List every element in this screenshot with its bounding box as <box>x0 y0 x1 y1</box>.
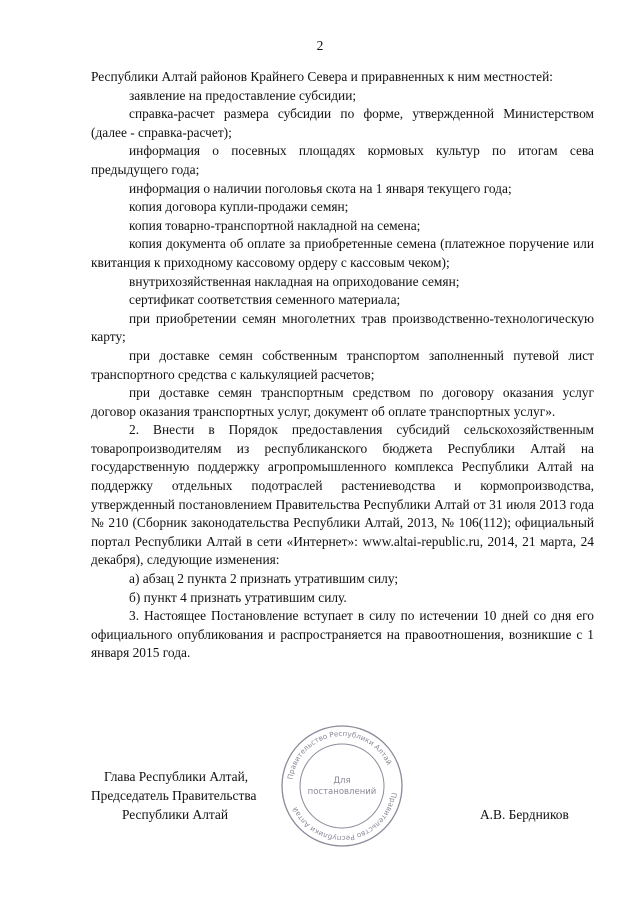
paragraph: а) абзац 2 пункта 2 признать утратившим силу; <box>129 571 399 587</box>
page-number: 2 <box>316 38 324 53</box>
paragraph: копия договора купли-продажи семян; <box>129 199 349 215</box>
seal-ring-text: Правительство Республики Алтай <box>285 728 394 781</box>
paragraph: внутрихозяйственная накладная на оприходование семян; <box>129 273 460 289</box>
paragraph: копия документа об оплате за приобретенные семена (платежное поручение или квитанция к приходному кассовому ордеру с кассовым чеком); <box>91 236 594 270</box>
official-seal <box>278 722 406 850</box>
paragraph: заявление на предоставление субсидии; <box>129 87 357 103</box>
paragraph: Республики Алтай районов Крайнего Севера и приравненных к ним местностей: <box>91 69 553 84</box>
paragraph: при доставке семян собственным транспортом заполненный путевой лист транспортного средства с калькуляцией расчетов; <box>91 347 594 382</box>
paragraph: 2. Внести в Порядок предоставления субсидий сельскохозяйственным товаропроизводителям из республиканского бюджета Республики Алтай на государственную поддержку агропромышленного комплекса Республики Алтай на поддержку отдельных подотраслей растениеводства и кормопроизводства, утвержденный постановлением Правительства Республики Алтай от 31 июля 2013 года № 210 (Сборник законодательства Республики Алтай, 2013, № 106(112); официальный портал Республики Алтай в сети «Интернет»: www.altai-republic.ru, 2014, 21 марта, 24 декабря), следующие изменения: <box>91 422 594 568</box>
svg-text:Правительство Республики Алтай <box>290 792 399 843</box>
paragraph: копия товарно-транспортной накладной на семена; <box>129 217 421 233</box>
seal-ring-text-repeat: Правительство Республики Алтай <box>290 791 399 844</box>
signature-title-line2: Председатель Правительства <box>91 788 257 803</box>
paragraph: сертификат соответствия семенного материала; <box>129 292 401 308</box>
signatory-name: А.В. Бердников <box>480 807 569 822</box>
signature-title-line1: Глава Республики Алтай, <box>104 769 249 784</box>
paragraph: справка-расчет размера субсидии по форме, утвержденной Министерством (далее - справка-расчет); <box>91 106 594 140</box>
signature-title-line3: Республики Алтай <box>122 807 229 822</box>
paragraph: информация о наличии поголовья скота на 1 января текущего года; <box>129 180 512 196</box>
svg-text:Правительство Республики Алтай <box>285 729 394 780</box>
seal-center-line2: постановлений <box>307 787 377 797</box>
paragraph: при доставке семян транспортным средством по договору оказания услуг договор оказания транспортных услуг, документ об оплате транспортных услуг». <box>91 385 594 419</box>
paragraph: б) пункт 4 признать утратившим силу. <box>129 589 347 605</box>
paragraph: 3. Настоящее Постановление вступает в силу по истечении 10 дней со дня его официального опубликования и распространяется на правоотношения, возникшие с 1 января 2015 года. <box>91 608 594 661</box>
seal-center-line1: Для <box>333 776 351 786</box>
paragraph: информация о посевных площадях кормовых культур по итогам сева предыдущего года; <box>91 143 594 177</box>
paragraph: при приобретении семян многолетних трав производственно-технологическую карту; <box>91 310 594 345</box>
